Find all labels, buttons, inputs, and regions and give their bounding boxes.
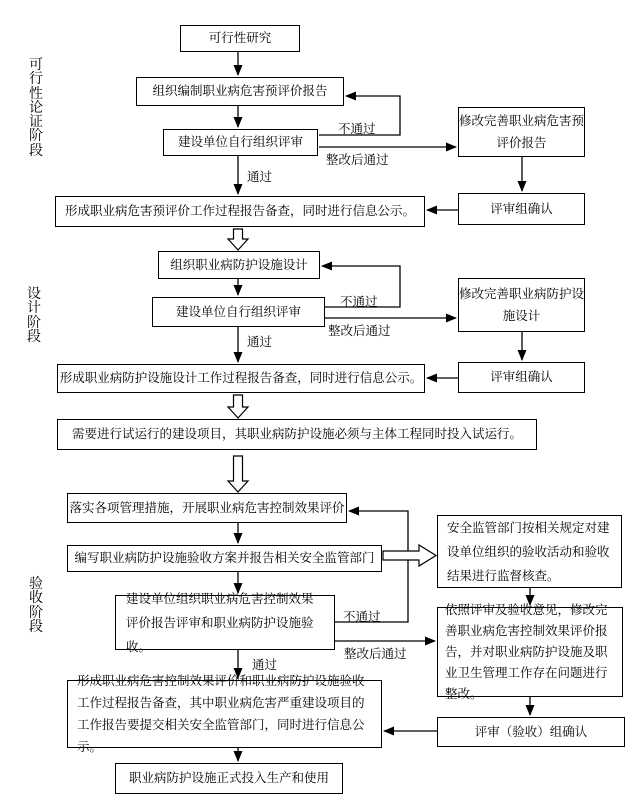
edge-label-fail-2: 不通过 bbox=[340, 295, 378, 309]
edge-label-rectified-pass-2: 整改后通过 bbox=[328, 324, 391, 338]
node-trial-operation-requirement: 需要进行试运行的建设项目，其职业病防护设施必须与主体工程同时投入试运行。 bbox=[57, 419, 537, 450]
node-owner-self-review-2: 建设单位自行组织评审 bbox=[152, 297, 325, 327]
node-prepare-pre-evaluation-report: 组织编制职业病危害预评价报告 bbox=[136, 77, 344, 106]
hollow-arrow-record2-to-trial bbox=[228, 395, 248, 418]
hollow-arrow-plan-to-supervision bbox=[383, 545, 436, 566]
node-implement-management-measures: 落实各项管理措施，开展职业病危害控制效果评价 bbox=[67, 493, 347, 523]
edge-label-fail-1: 不通过 bbox=[338, 122, 376, 136]
edge-label-pass-1: 通过 bbox=[247, 170, 273, 184]
phase-label-design: 设计阶段 bbox=[27, 285, 41, 344]
phase-label-feasibility: 可行性论证阶段 bbox=[29, 56, 43, 158]
node-revise-per-review-opinions: 依照评审及验收意见，修改完善职业病危害控制效果评价报告，并对职业病防护设施及职业卫生管理工作存在问题进行整改。 bbox=[437, 607, 623, 697]
node-revise-pre-evaluation-report: 修改完善职业病危害预评价报告 bbox=[458, 107, 585, 157]
node-design-protection-facilities: 组织职业病防护设施设计 bbox=[158, 251, 320, 279]
edge-label-pass-2: 通过 bbox=[247, 335, 273, 349]
phase-label-acceptance: 验收阶段 bbox=[29, 575, 43, 634]
node-formal-production-use: 职业病防护设施正式投入生产和使用 bbox=[115, 763, 343, 794]
edge-label-rectified-pass-3: 整改后通过 bbox=[344, 647, 407, 661]
edge-label-pass-3: 通过 bbox=[252, 658, 278, 672]
node-pre-evaluation-record-filing: 形成职业病危害预评价工作过程报告备查，同时进行信息公示。 bbox=[55, 196, 425, 227]
node-owner-self-review-1: 建设单位自行组织评审 bbox=[163, 129, 318, 156]
hollow-arrow-phase1-to-phase2 bbox=[228, 229, 248, 250]
node-prepare-acceptance-plan: 编写职业病防护设施验收方案并报告相关安全监管部门 bbox=[67, 545, 382, 572]
node-revise-facility-design: 修改完善职业病防护设施设计 bbox=[458, 278, 585, 332]
node-design-record-filing: 形成职业病防护设施设计工作过程报告备查，同时进行信息公示。 bbox=[57, 364, 425, 393]
node-organize-acceptance-review: 建设单位组织职业病危害控制效果评价报告评审和职业病防护设施验收。 bbox=[115, 595, 335, 650]
edge-label-fail-3: 不通过 bbox=[343, 610, 381, 624]
node-review-team-confirm-2: 评审组确认 bbox=[458, 362, 585, 393]
node-supervision-dept-check: 安全监管部门按相关规定对建设单位组织的验收活动和验收结果进行监督核查。 bbox=[437, 515, 622, 588]
edge-label-rectified-pass-1: 整改后通过 bbox=[326, 153, 389, 167]
node-feasibility-study: 可行性研究 bbox=[180, 25, 300, 52]
node-acceptance-record-filing: 形成职业病危害控制效果评价和职业病防护设施验收工作过程报告备查，其中职业病危害严重建设项目的工作报告要提交相关安全监管部门，同时进行信息公示。 bbox=[67, 680, 382, 748]
node-review-acceptance-team-confirm: 评审（验收）组确认 bbox=[437, 717, 625, 747]
node-review-team-confirm-1: 评审组确认 bbox=[458, 193, 585, 225]
hollow-arrow-trial-to-phase3 bbox=[228, 456, 248, 492]
